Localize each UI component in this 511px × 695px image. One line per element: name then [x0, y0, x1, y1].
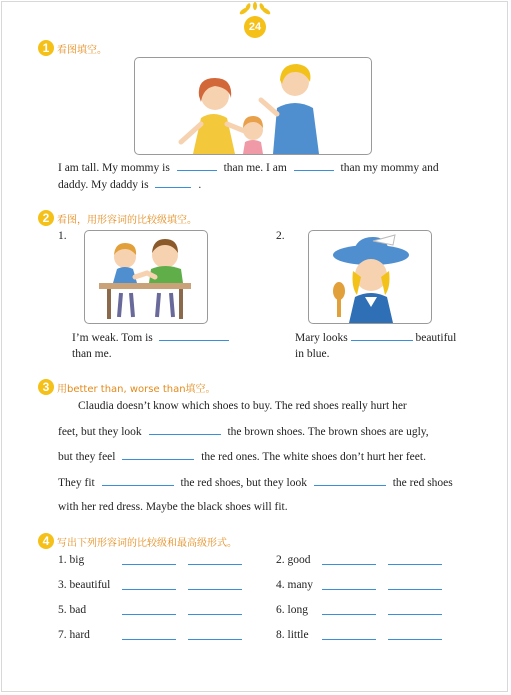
s3-line4-text-b: the red shoes, but they look	[180, 477, 307, 489]
s4-blank-7a[interactable]	[122, 629, 176, 640]
s4-blank-5b[interactable]	[188, 604, 242, 615]
family-illustration	[134, 57, 372, 155]
s3-line3-text-b: the red ones. The white shoes don’t hurt her feet.	[201, 451, 426, 463]
s3-line4-text-c: the red shoes	[392, 477, 453, 489]
s2-item2-line-1	[295, 330, 456, 345]
s4-blank-7b[interactable]	[188, 629, 242, 640]
s1-blank-3[interactable]	[155, 177, 191, 188]
s3-line-5: with her red dress. Maybe the black shoes will fit.	[58, 501, 288, 513]
s4-left-item-3: 5. bad	[58, 604, 87, 616]
s1-line1-text-a: I am tall. My mommy is	[58, 162, 170, 174]
s3-line4-text-a: They fit	[58, 477, 95, 489]
s3-line-3	[58, 449, 426, 464]
s4-blank-3a[interactable]	[122, 579, 176, 590]
s3-blank-3[interactable]	[102, 475, 174, 486]
s4-right-item-1: 2. good	[276, 554, 311, 566]
section-3-number: 3	[38, 379, 54, 395]
s4-right-item-3: 6. long	[276, 604, 308, 616]
s2-item2-text-a: Mary looks	[295, 332, 348, 344]
s3-line2-text-b: the brown shoes. The brown shoes are ugly,	[227, 426, 429, 438]
girl-in-hat-illustration-icon	[309, 231, 431, 323]
section-3-label: 用better than, worse than填空。	[57, 383, 216, 395]
arm-wrestling-illustration	[84, 230, 208, 324]
s4-blank-1a[interactable]	[122, 554, 176, 565]
s1-line-2	[58, 177, 201, 192]
section-2-title	[38, 210, 197, 226]
section-1-label: 看图填空。	[57, 44, 107, 56]
s2-item2-text-b: beautiful	[415, 332, 457, 344]
s3-line2-text-a: feet, but they look	[58, 426, 142, 438]
s2-item1-text-a: I’m weak. Tom is	[72, 332, 153, 344]
s3-line-1: Claudia doesn’t know which shoes to buy. The red shoes really hurt her	[78, 400, 407, 412]
s2-blank-2[interactable]	[351, 330, 413, 341]
section-1-title	[38, 40, 107, 56]
s2-blank-1[interactable]	[159, 330, 229, 341]
s4-left-item-2: 3. beautiful	[58, 579, 111, 591]
s2-item1-line-2: than me.	[72, 348, 112, 360]
s1-line1-text-c: than my mommy and	[340, 162, 439, 174]
s3-line3-text-a: but they feel	[58, 451, 116, 463]
s1-blank-1[interactable]	[177, 160, 217, 171]
s4-blank-4a[interactable]	[322, 579, 376, 590]
s4-left-item-1: 1. big	[58, 554, 85, 566]
s4-right-item-2: 4. many	[276, 579, 314, 591]
s1-line1-text-b: than me. I am	[223, 162, 287, 174]
s4-blank-6a[interactable]	[322, 604, 376, 615]
s1-blank-2[interactable]	[294, 160, 334, 171]
s3-blank-2[interactable]	[122, 449, 194, 460]
section-4-number: 4	[38, 533, 54, 549]
s1-line2-text-a: daddy. My daddy is	[58, 179, 149, 191]
s3-line-4	[58, 475, 453, 490]
page-number: 24	[244, 16, 266, 38]
section-1-number: 1	[38, 40, 54, 56]
section-3-title	[38, 379, 216, 395]
s4-blank-8b[interactable]	[388, 629, 442, 640]
s2-item2-number: 2.	[276, 230, 285, 242]
arm-wrestling-illustration-icon	[85, 231, 207, 323]
girl-in-hat-illustration	[308, 230, 432, 324]
section-4-title	[38, 533, 237, 549]
page-number-badge	[234, 2, 276, 38]
family-illustration-icon	[135, 58, 371, 154]
s4-blank-4b[interactable]	[388, 579, 442, 590]
s2-item2-line-2: in blue.	[295, 348, 330, 360]
s2-item1-number: 1.	[58, 230, 67, 242]
s1-line-1	[58, 160, 439, 175]
section-2-number: 2	[38, 210, 54, 226]
s3-blank-4[interactable]	[314, 475, 386, 486]
s4-blank-2a[interactable]	[322, 554, 376, 565]
s4-blank-5a[interactable]	[122, 604, 176, 615]
s1-line2-text-b: .	[198, 179, 202, 191]
s4-right-item-4: 8. little	[276, 629, 309, 641]
s4-blank-2b[interactable]	[388, 554, 442, 565]
s4-blank-6b[interactable]	[388, 604, 442, 615]
s4-blank-3b[interactable]	[188, 579, 242, 590]
section-2-label: 看图，用形容词的比较级填空。	[57, 214, 197, 226]
s3-line-2	[58, 424, 429, 439]
s4-blank-8a[interactable]	[322, 629, 376, 640]
s4-left-item-4: 7. hard	[58, 629, 90, 641]
s3-blank-1[interactable]	[149, 424, 221, 435]
s4-blank-1b[interactable]	[188, 554, 242, 565]
s2-item1-line-1	[72, 330, 229, 345]
section-4-label: 写出下列形容词的比较级和最高级形式。	[57, 537, 237, 549]
